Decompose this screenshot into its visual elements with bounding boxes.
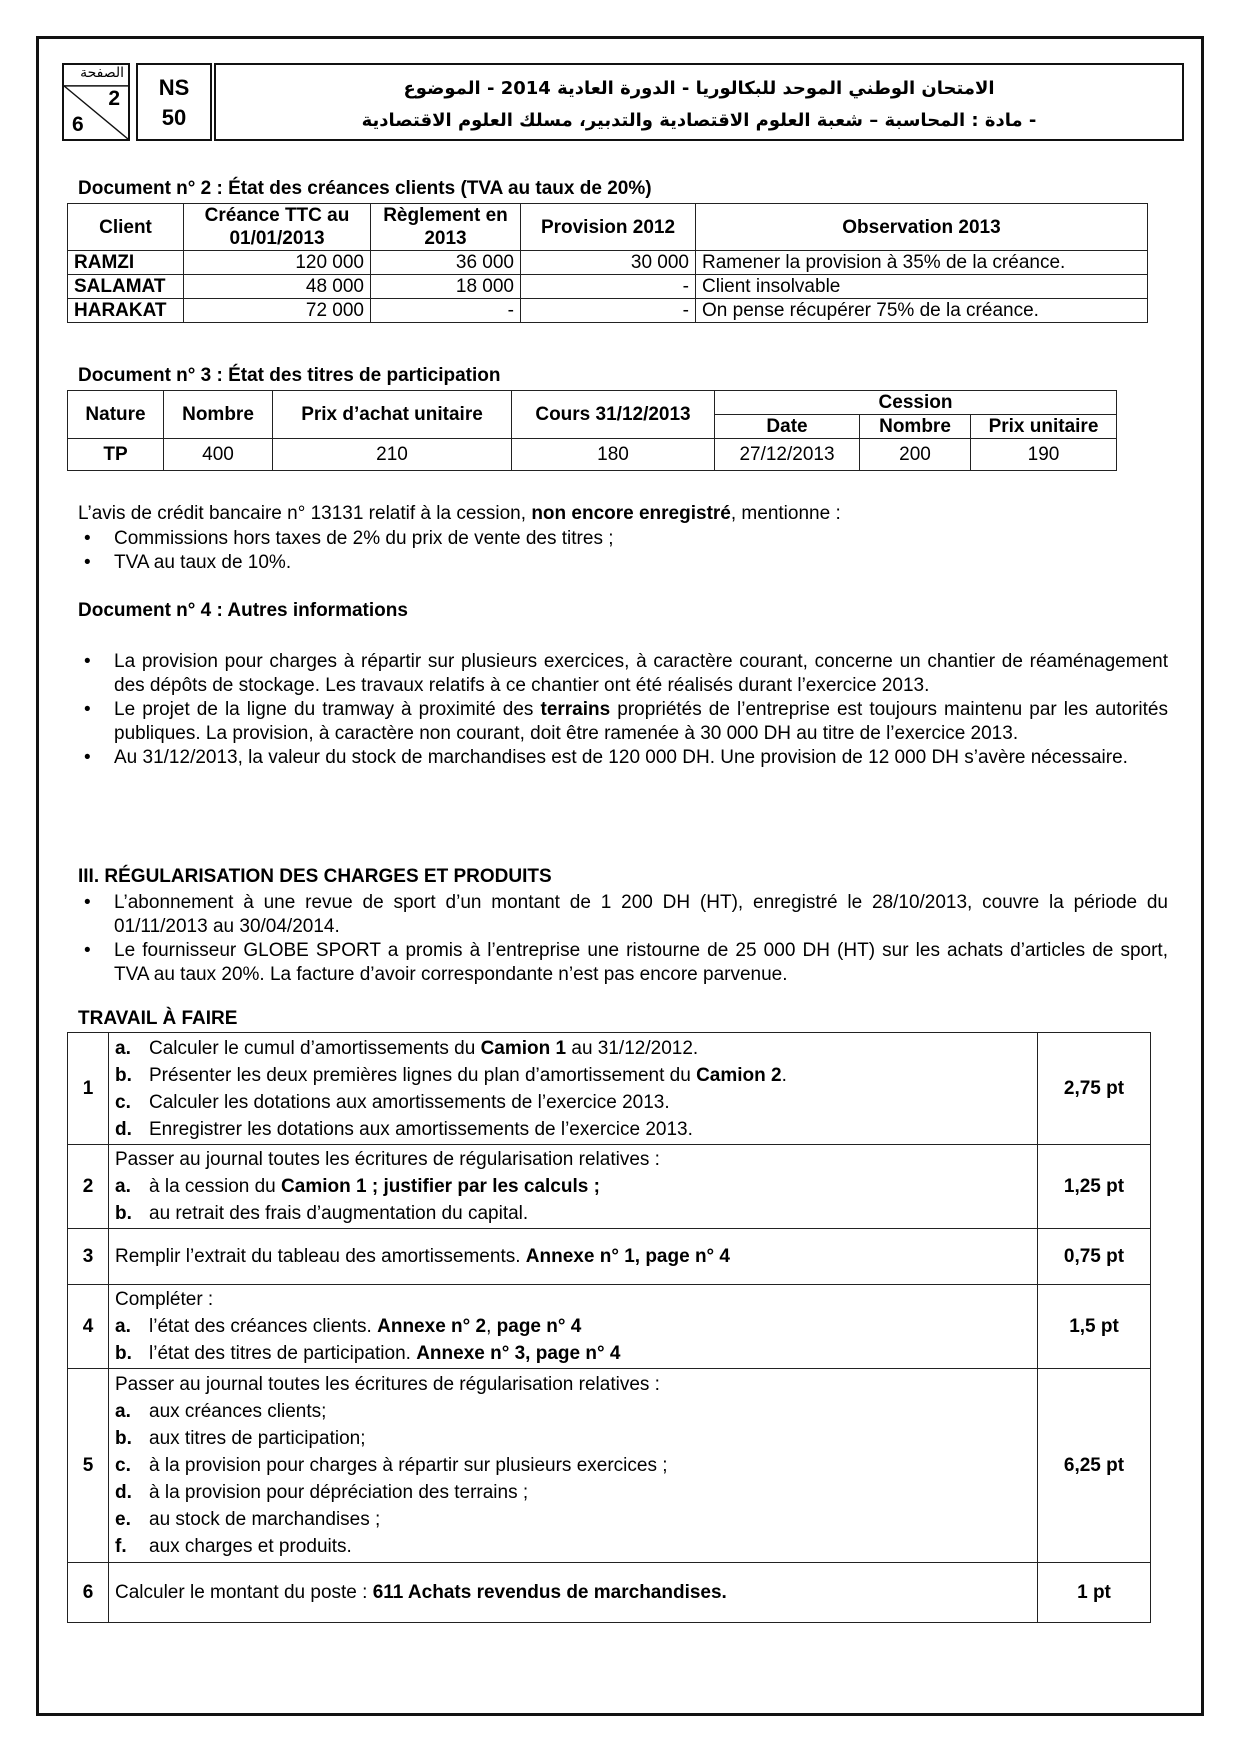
doc3-table (67, 390, 1117, 471)
work-item (115, 1506, 1031, 1533)
item-bold-2: page n° 4 (496, 1316, 582, 1337)
item-key: a. (115, 1037, 131, 1059)
exam-code-box (136, 63, 212, 141)
doc3-col-nombre: Nombre (164, 391, 273, 439)
item-text: Enregistrer les dotations aux amortissements de l’exercice 2013. (149, 1118, 693, 1140)
work-points: 6,25 pt (1038, 1369, 1151, 1563)
list-item: • Au 31/12/2013, la valeur du stock de marchandises est de 120 000 DH. Une provision de 12 000 DH s’avère nécessaire. (78, 746, 1168, 770)
list-item (78, 698, 1168, 746)
work-points: 1,25 pt (1038, 1145, 1151, 1229)
exam-title-box (214, 63, 1184, 141)
cell: 190 (971, 439, 1117, 471)
cell: RAMZI (68, 251, 184, 275)
cell: 400 (164, 439, 273, 471)
page-total: 6 (72, 113, 84, 136)
item-bold-2: justifier par les calculs ; (383, 1176, 600, 1197)
cell: 72 000 (184, 299, 371, 323)
cell: 120 000 (184, 251, 371, 275)
item-text-end: . (781, 1064, 787, 1086)
doc2-header-row (68, 204, 1148, 251)
item-text: aux créances clients; (149, 1401, 327, 1422)
doc3-col-prix-unitaire: Prix unitaire (971, 415, 1117, 439)
cell: 48 000 (184, 275, 371, 299)
item-sep: , (486, 1316, 497, 1337)
item-key: e. (115, 1509, 131, 1530)
cell: - (521, 299, 696, 323)
doc3-col-nature: Nature (68, 391, 164, 439)
work-item (115, 1062, 1031, 1089)
work-table (67, 1032, 1151, 1623)
item-text: au retrait des frais d’augmentation du capital. (149, 1203, 529, 1224)
exam-title-line1: الامتحان الوطني الموحد للبكالوريا - الدورة العادية 2014 - الموضوع (403, 78, 995, 99)
cell: 200 (860, 439, 971, 471)
work-content (109, 1563, 1038, 1623)
item-key: c. (115, 1091, 131, 1113)
item-key: f. (115, 1536, 127, 1557)
item-key: c. (115, 1455, 131, 1476)
doc3-col-date: Date (715, 415, 860, 439)
cell: 30 000 (521, 251, 696, 275)
cell: On pense récupérer 75% de la créance. (696, 299, 1148, 323)
work-num: 2 (68, 1145, 109, 1229)
item-key: a. (115, 1176, 131, 1197)
work-item (115, 1479, 1031, 1506)
work-points: 1,5 pt (1038, 1285, 1151, 1369)
work-num: 3 (68, 1229, 109, 1285)
page-current: 2 (108, 87, 120, 110)
doc2-col-observation: Observation 2013 (696, 204, 1148, 251)
cell: SALAMAT (68, 275, 184, 299)
cell: HARAKAT (68, 299, 184, 323)
work-num: 1 (68, 1033, 109, 1145)
list-item: • La provision pour charges à répartir sur plusieurs exercices, à caractère courant, concerne un chantier de réaménagement des dépôts de stockage. Les travaux relatifs à ce chantier ont été réalisés durant l’exercice 2013. (78, 650, 1168, 698)
doc3-col-cours: Cours 31/12/2013 (512, 391, 715, 439)
section3-bullets (78, 891, 1168, 987)
cell: Client insolvable (696, 275, 1148, 299)
table-row (68, 299, 1148, 323)
item-bold: Camion 2 (696, 1064, 782, 1086)
item-text: à la provision pour dépréciation des terrains ; (149, 1482, 529, 1503)
list-item: • L’abonnement à une revue de sport d’un montant de 1 200 DH (HT), enregistré le 28/10/2013, couvre la période du 01/11/2013 au 30/04/2014. (78, 891, 1168, 939)
table-row (68, 1033, 1151, 1145)
work-content (109, 1145, 1038, 1229)
work-item (115, 1173, 1031, 1200)
work-item (115, 1313, 1031, 1340)
cell: 27/12/2013 (715, 439, 860, 471)
cell: 210 (273, 439, 512, 471)
work-content (109, 1369, 1038, 1563)
item-key: b. (115, 1343, 132, 1364)
item-text: à la provision pour charges à répartir sur plusieurs exercices ; (149, 1455, 668, 1476)
item-text: l’état des créances clients. (149, 1316, 378, 1337)
page-label: الصفحة (80, 65, 124, 81)
work-title: TRAVAIL À FAIRE (78, 1008, 238, 1029)
item-key: a. (115, 1401, 131, 1422)
item-text: aux titres de participation; (149, 1428, 366, 1449)
doc2-col-reglement: Règlement en 2013 (371, 204, 521, 251)
work-points: 0,75 pt (1038, 1229, 1151, 1285)
table-row (68, 1285, 1151, 1369)
table-row (68, 251, 1148, 275)
table-row (68, 439, 1117, 471)
cell: TP (68, 439, 164, 471)
doc3-title: Document n° 3 : État des titres de participation (78, 365, 501, 386)
table-row (68, 1229, 1151, 1285)
item-text: Remplir l’extrait du tableau des amortissements. (115, 1246, 526, 1267)
doc3-note-end: , mentionne : (730, 503, 841, 524)
item-bold: Annexe n° 3, page n° 4 (416, 1343, 621, 1364)
item-key: b. (115, 1064, 132, 1086)
work-item (115, 1200, 1031, 1227)
work-content (109, 1033, 1038, 1145)
item-bold: 611 Achats revendus de marchandises. (372, 1582, 727, 1603)
work-item (115, 1425, 1031, 1452)
doc3-col-prix: Prix d’achat unitaire (273, 391, 512, 439)
work-item (115, 1089, 1031, 1116)
doc4-b2-bold: terrains (540, 699, 611, 720)
table-row (68, 1145, 1151, 1229)
work-item (115, 1452, 1031, 1479)
doc2-table (67, 203, 1148, 323)
section3-title: III. RÉGULARISATION DES CHARGES ET PRODUITS (78, 866, 552, 887)
item-bold: Camion 1 (281, 1176, 367, 1197)
doc2-col-creance: Créance TTC au 01/01/2013 (184, 204, 371, 251)
doc3-bullets (78, 527, 1168, 575)
doc4-bullets (78, 650, 1168, 770)
item-text: l’état des titres de participation. (149, 1343, 417, 1364)
item-key: b. (115, 1203, 132, 1224)
item-key: d. (115, 1482, 132, 1503)
work-intro: Passer au journal toutes les écritures de régularisation relatives : (115, 1149, 660, 1170)
doc2-title: Document n° 2 : État des créances clients (TVA au taux de 20%) (78, 178, 652, 199)
work-item (115, 1533, 1031, 1560)
exam-title-line2: - مادة : المحاسبة – شعبة العلوم الاقتصادية والتدبير، مسلك العلوم الاقتصادية (361, 110, 1037, 131)
doc3-note-text: L’avis de crédit bancaire n° 13131 relatif à la cession, (78, 503, 532, 524)
item-key: b. (115, 1428, 132, 1449)
work-intro: Compléter : (115, 1289, 214, 1310)
item-bold: Annexe n° 2 (377, 1316, 487, 1337)
item-text: Calculer les dotations aux amortissements de l’exercice 2013. (149, 1091, 670, 1113)
cell: - (521, 275, 696, 299)
table-row (68, 275, 1148, 299)
exam-code-line1: NS (158, 75, 190, 100)
item-key: a. (115, 1316, 131, 1337)
item-text: au stock de marchandises ; (149, 1509, 381, 1530)
list-item: • Commissions hors taxes de 2% du prix de vente des titres ; (78, 527, 1168, 551)
work-num: 6 (68, 1563, 109, 1623)
doc2-col-provision: Provision 2012 (521, 204, 696, 251)
doc3-note (78, 503, 841, 525)
item-text-end: au 31/12/2012. (566, 1037, 699, 1059)
work-num: 5 (68, 1369, 109, 1563)
item-text: aux charges et produits. (149, 1536, 352, 1557)
item-bold: Camion 1 (480, 1037, 567, 1059)
work-item (115, 1340, 1031, 1367)
work-item (115, 1035, 1031, 1062)
table-row (68, 1563, 1151, 1623)
work-item (115, 1398, 1031, 1425)
doc3-col-cession-nombre: Nombre (860, 415, 971, 439)
doc4-b2-text: Le projet de la ligne du tramway à proximité des (114, 699, 541, 720)
exam-code-line2: 50 (161, 105, 187, 130)
doc3-col-cession: Cession (715, 391, 1117, 415)
cell: Ramener la provision à 35% de la créance. (696, 251, 1148, 275)
work-content (109, 1229, 1038, 1285)
table-row (68, 1369, 1151, 1563)
item-bold: Annexe n° 1, page n° 4 (525, 1246, 730, 1267)
work-intro: Passer au journal toutes les écritures de régularisation relatives : (115, 1374, 660, 1395)
item-text: à la cession du (149, 1176, 282, 1197)
item-key: d. (115, 1118, 132, 1140)
work-num: 4 (68, 1285, 109, 1369)
doc2-col-client: Client (68, 204, 184, 251)
list-item: • Le fournisseur GLOBE SPORT a promis à l’entreprise une ristourne de 25 000 DH (HT) sur les achats d’articles de sport, TVA au taux 20%. La facture d’avoir correspondante n’est pas encore parvenue. (78, 939, 1168, 987)
item-text: Calculer le montant du poste : (115, 1582, 373, 1603)
cell: 18 000 (371, 275, 521, 299)
cell: 36 000 (371, 251, 521, 275)
page-number-box (62, 63, 130, 141)
work-points: 1 pt (1038, 1563, 1151, 1623)
doc4-title: Document n° 4 : Autres informations (78, 600, 408, 621)
doc4-b2-end: propriétés de l’entreprise est toujours maintenu par les autorités publiques. La provision, à caractère non courant, doit être ramenée à 30 000 DH au titre de l’exercice 2013. (114, 699, 1168, 744)
list-item: • TVA au taux de 10%. (78, 551, 1168, 575)
item-text: Calculer le cumul d’amortissements du (149, 1037, 481, 1059)
item-text: Présenter les deux premières lignes du plan d’amortissement du (149, 1064, 697, 1086)
item-bold-sep: ; (366, 1176, 384, 1197)
doc3-note-bold: non encore enregistré (531, 503, 731, 524)
work-content (109, 1285, 1038, 1369)
work-item (115, 1116, 1031, 1143)
cell: 180 (512, 439, 715, 471)
cell: - (371, 299, 521, 323)
work-points: 2,75 pt (1038, 1033, 1151, 1145)
doc3-header-row (68, 391, 1117, 415)
